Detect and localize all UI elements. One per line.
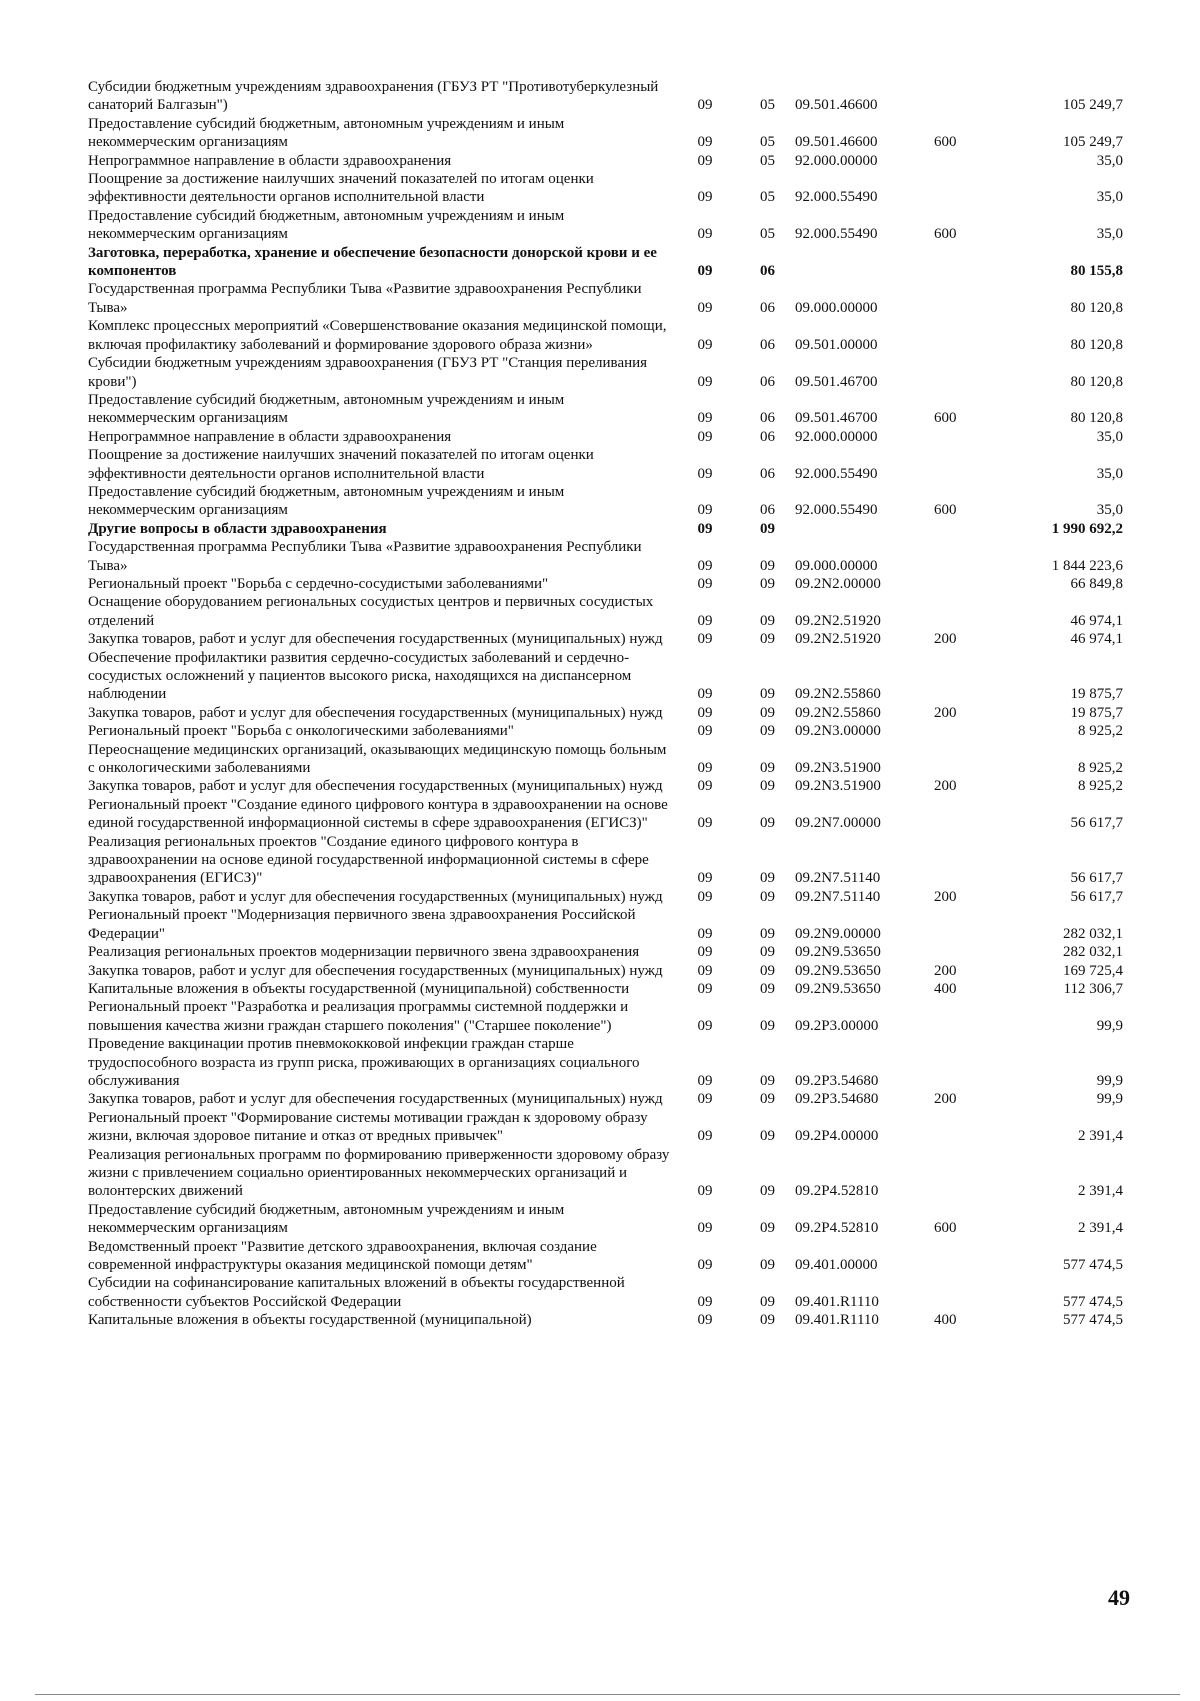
row-target-code: 92.000.55490 [795, 502, 878, 519]
row-sum: 80 155,8 [1070, 263, 1123, 280]
table-row [88, 998, 1123, 1035]
row-sum: 80 120,8 [1070, 336, 1123, 353]
row-target-code: 09.2N7.00000 [795, 815, 881, 832]
page-number: 49 [1108, 1585, 1130, 1610]
budget-table [88, 78, 1123, 1330]
row-name: Закупка товаров, работ и услуг для обеспечения государственных (муниципальных) нужд [88, 888, 663, 905]
table-row [88, 593, 1123, 630]
row-podrazdel: 09 [760, 1017, 775, 1034]
row-sum: 2 391,4 [1078, 1220, 1123, 1237]
table-row [88, 152, 1123, 170]
row-sum: 35,0 [1096, 502, 1123, 519]
row-name: Предоставление субсидий бюджетным, автономным учреждениям и иным некоммерческим организациям [88, 391, 565, 427]
table-row [88, 888, 1123, 906]
row-target-code: 09.2N2.00000 [795, 575, 881, 592]
row-podrazdel: 09 [760, 1128, 775, 1145]
row-target-code: 09.2N3.51900 [795, 760, 881, 777]
row-razdel: 09 [697, 410, 713, 427]
row-razdel: 09 [697, 373, 713, 390]
row-sum: 46 974,1 [1070, 612, 1123, 629]
row-sum: 35,0 [1096, 152, 1123, 169]
row-expense-type: 400 [934, 980, 957, 997]
row-target-code: 09.401.R1110 [795, 1312, 879, 1329]
row-name: Субсидии бюджетным учреждениям здравоохранения (ГБУЗ РТ "Противотуберкулезный санаторий Балгазын") [88, 79, 659, 114]
row-razdel: 09 [697, 962, 713, 979]
row-podrazdel: 09 [760, 557, 775, 574]
row-expense-type [934, 170, 994, 207]
row-name: Обеспечение профилактики развития сердечно-сосудистых заболеваний и сердечно-сосудистых осложнений у пациентов высокого риска, находящихся на диспансерном наблюдении [88, 649, 632, 703]
row-razdel: 09 [697, 1183, 713, 1200]
row-name: Непрограммное направление в области здравоохранения [88, 428, 452, 445]
row-target-code: 09.000.00000 [795, 557, 878, 574]
row-name: Государственная программа Республики Тыва «Развитие здравоохранения Республики Тыва» [88, 539, 642, 574]
row-expense-type: 600 [934, 1220, 957, 1237]
row-name: Переоснащение медицинских организаций, оказывающих медицинскую помощь больным с онкологическими заболеваниями [88, 741, 667, 777]
row-podrazdel: 06 [760, 502, 775, 519]
row-sum: 99,9 [1096, 1017, 1123, 1034]
row-expense-type [934, 428, 994, 446]
table-row [88, 280, 1123, 317]
row-podrazdel: 06 [760, 465, 775, 482]
row-razdel: 09 [697, 575, 713, 592]
row-podrazdel: 09 [760, 962, 775, 979]
row-razdel: 09 [697, 226, 713, 243]
row-podrazdel: 09 [760, 1257, 775, 1273]
budget-rows [88, 78, 1123, 1330]
row-name: Региональный проект "Создание единого цифрового контура в здравоохранении на основе единой государственной информационной системы в сфере здравоохранения (ЕГИСЗ)" [88, 796, 668, 832]
row-expense-type [934, 741, 994, 778]
row-razdel: 09 [697, 1257, 713, 1273]
table-row [88, 354, 1123, 391]
table-row [88, 704, 1123, 722]
row-podrazdel: 09 [760, 1293, 775, 1310]
row-razdel: 09 [697, 1293, 713, 1310]
row-podrazdel: 09 [760, 575, 775, 592]
row-expense-type [934, 943, 994, 961]
row-podrazdel: 09 [760, 760, 775, 777]
row-target-code: 09.2N9.53650 [795, 962, 881, 979]
row-name: Субсидии бюджетным учреждениям здравоохранения (ГБУЗ РТ "Станция переливания крови") [88, 355, 648, 390]
row-name: Региональный проект "Разработка и реализация программы системной поддержки и повышения качества жизни граждан старшего поколения" ("Старшее поколение") [88, 999, 629, 1034]
row-podrazdel: 09 [760, 815, 775, 832]
row-target-code: 09.501.00000 [795, 336, 878, 353]
row-podrazdel: 05 [760, 152, 775, 169]
row-target-code: 92.000.55490 [795, 226, 878, 243]
row-expense-type [934, 998, 994, 1035]
row-sum: 35,0 [1096, 465, 1123, 482]
row-expense-type [934, 1274, 994, 1311]
row-target-code: 09.401.R1110 [795, 1293, 879, 1310]
row-target-code [795, 244, 934, 281]
row-razdel: 09 [697, 815, 713, 832]
row-target-code: 09.2P4.00000 [795, 1128, 879, 1145]
row-razdel: 09 [697, 944, 713, 961]
row-razdel: 09 [697, 557, 713, 574]
row-podrazdel: 09 [760, 520, 775, 537]
row-razdel: 09 [697, 134, 713, 151]
row-sum: 99,9 [1096, 1072, 1123, 1089]
table-row [88, 722, 1123, 740]
row-podrazdel: 06 [760, 336, 775, 353]
table-row [88, 207, 1123, 244]
row-sum: 80 120,8 [1070, 410, 1123, 427]
row-podrazdel: 09 [760, 870, 775, 887]
row-razdel: 09 [697, 760, 713, 777]
row-sum: 80 120,8 [1070, 373, 1123, 390]
row-name: Субсидии на софинансирование капитальных вложений в объекты государственной собственности субъектов Российской Федерации [88, 1275, 625, 1310]
row-podrazdel: 09 [760, 1072, 775, 1089]
row-podrazdel: 05 [760, 226, 775, 243]
row-target-code: 92.000.00000 [795, 152, 878, 169]
table-row [88, 575, 1123, 593]
row-razdel: 09 [697, 502, 713, 519]
row-target-code [795, 520, 934, 538]
row-target-code: 09.2N9.00000 [795, 925, 881, 942]
row-razdel: 09 [697, 299, 713, 316]
row-expense-type [934, 1238, 994, 1275]
table-row [88, 741, 1123, 778]
row-target-code: 09.2P3.00000 [795, 1017, 879, 1034]
row-expense-type [934, 906, 994, 943]
table-row [88, 943, 1123, 961]
row-expense-type: 400 [934, 1312, 957, 1329]
row-sum: 1 990 692,2 [1051, 520, 1123, 537]
row-sum: 105 249,7 [1063, 134, 1123, 151]
table-row [88, 1035, 1123, 1090]
row-expense-type [934, 244, 994, 281]
row-expense-type: 200 [934, 1091, 957, 1108]
row-expense-type: 600 [934, 134, 957, 151]
row-name: Оснащение оборудованием региональных сосудистых центров и первичных сосудистых отделений [88, 594, 654, 629]
table-row [88, 244, 1123, 281]
row-podrazdel: 06 [760, 410, 775, 427]
row-podrazdel: 09 [760, 888, 775, 905]
row-expense-type: 200 [934, 778, 957, 795]
row-podrazdel: 09 [760, 1220, 775, 1237]
row-name: Региональный проект "Формирование системы мотивации граждан к здоровому образу жизни, включая здоровое питание и отказ от вредных привычек" [88, 1109, 648, 1145]
row-name: Предоставление субсидий бюджетным, автономным учреждениям и иным некоммерческим организациям [88, 483, 565, 519]
table-row [88, 980, 1123, 998]
table-row [88, 1274, 1123, 1311]
row-target-code: 09.2N3.00000 [795, 723, 881, 740]
row-podrazdel: 06 [760, 373, 775, 390]
row-sum: 66 849,8 [1070, 575, 1123, 592]
row-podrazdel: 09 [760, 925, 775, 942]
row-target-code: 09.501.46600 [795, 97, 878, 114]
row-razdel: 09 [697, 612, 713, 629]
table-row [88, 483, 1123, 520]
row-name: Реализация региональных программ по формированию приверженности здоровому образу жизни с привлечением социально ориентированных некоммерческих организаций и волонтерских движений [88, 1146, 670, 1200]
row-name: Закупка товаров, работ и услуг для обеспечения государственных (муниципальных) нужд [88, 704, 663, 721]
row-podrazdel: 06 [760, 263, 775, 280]
row-podrazdel: 09 [760, 612, 775, 629]
row-expense-type [934, 152, 994, 170]
row-name: Капитальные вложения в объекты государственной (муниципальной) собственности [88, 980, 630, 997]
row-target-code: 09.501.46700 [795, 410, 878, 427]
row-expense-type [934, 722, 994, 740]
row-expense-type [934, 796, 994, 833]
row-sum: 35,0 [1096, 189, 1123, 206]
row-expense-type: 200 [934, 962, 957, 979]
row-name: Закупка товаров, работ и услуг для обеспечения государственных (муниципальных) нужд [88, 631, 663, 648]
row-razdel: 09 [697, 465, 713, 482]
row-name: Непрограммное направление в области здравоохранения [88, 152, 452, 169]
row-podrazdel: 09 [760, 704, 775, 721]
table-row [88, 1238, 1123, 1275]
row-sum: 1 844 223,6 [1051, 557, 1123, 574]
row-target-code: 09.000.00000 [795, 299, 878, 316]
row-name: Комплекс процессных мероприятий «Совершенствование оказания медицинской помощи, включая профилактику заболеваний и формирование здорового образа жизни» [88, 318, 667, 353]
row-name: Государственная программа Республики Тыва «Развитие здравоохранения Республики Тыва» [88, 281, 642, 316]
table-row [88, 317, 1123, 354]
row-expense-type [934, 520, 994, 538]
row-sum: 56 617,7 [1070, 870, 1123, 887]
row-expense-type [934, 538, 994, 575]
row-razdel: 09 [697, 189, 713, 206]
row-sum: 282 032,1 [1063, 944, 1123, 961]
row-target-code: 92.000.55490 [795, 189, 878, 206]
row-expense-type: 200 [934, 888, 957, 905]
row-target-code: 09.501.46700 [795, 373, 878, 390]
row-name: Реализация региональных проектов модернизации первичного звена здравоохранения [88, 944, 640, 961]
row-sum: 577 474,5 [1063, 1293, 1123, 1310]
row-razdel: 09 [697, 723, 713, 740]
row-name: Предоставление субсидий бюджетным, автономным учреждениям и иным некоммерческим организациям [88, 115, 565, 151]
row-sum: 56 617,7 [1070, 888, 1123, 905]
row-razdel: 09 [697, 263, 713, 280]
row-target-code: 09.2P3.54680 [795, 1091, 879, 1108]
row-expense-type [934, 833, 994, 888]
row-expense-type: 600 [934, 502, 957, 519]
row-razdel: 09 [697, 1128, 713, 1145]
row-sum: 577 474,5 [1063, 1312, 1123, 1329]
row-sum: 99,9 [1096, 1091, 1123, 1108]
row-razdel: 09 [697, 888, 713, 905]
table-row [88, 170, 1123, 207]
row-target-code: 09.2P3.54680 [795, 1072, 879, 1089]
row-expense-type [934, 593, 994, 630]
row-name: Ведомственный проект "Развитие детского здравоохранения, включая создание современной инфраструктуры оказания медицинской помощи детям" [88, 1238, 597, 1273]
row-podrazdel: 09 [760, 778, 775, 795]
row-target-code: 09.2N7.51140 [795, 870, 881, 887]
row-razdel: 09 [697, 1072, 713, 1089]
row-podrazdel: 05 [760, 134, 775, 151]
row-target-code: 09.2P4.52810 [795, 1220, 879, 1237]
row-sum: 35,0 [1096, 428, 1123, 445]
row-podrazdel: 09 [760, 1183, 775, 1200]
row-name: Капитальные вложения в объекты государственной (муниципальной) [88, 1312, 532, 1329]
row-expense-type: 600 [934, 226, 957, 243]
row-name: Заготовка, переработка, хранение и обеспечение безопасности донорской крови и ее компонентов [88, 244, 657, 280]
table-row [88, 1109, 1123, 1146]
row-razdel: 09 [697, 778, 713, 795]
row-name: Реализация региональных проектов "Создание единого цифрового контура в здравоохранении на основе единой государственной информационной системы в сфере здравоохранения (ЕГИСЗ)" [88, 833, 649, 887]
row-razdel: 09 [697, 1312, 713, 1329]
row-expense-type: 200 [934, 704, 957, 721]
row-razdel: 09 [697, 1091, 713, 1108]
row-target-code: 92.000.00000 [795, 428, 878, 445]
row-name: Закупка товаров, работ и услуг для обеспечения государственных (муниципальных) нужд [88, 962, 663, 979]
row-expense-type [934, 1109, 994, 1146]
table-row [88, 1311, 1123, 1329]
row-sum: 8 925,2 [1078, 760, 1123, 777]
row-sum: 46 974,1 [1070, 631, 1123, 648]
row-razdel: 09 [697, 1017, 713, 1034]
row-name: Поощрение за достижение наилучших значений показателей по итогам оценки эффективности деятельности органов исполнительной власти [88, 447, 594, 482]
bottom-rule [35, 1694, 1180, 1695]
row-razdel: 09 [697, 520, 713, 537]
table-row [88, 446, 1123, 483]
row-razdel: 09 [697, 428, 713, 445]
row-target-code: 09.2N9.53650 [795, 980, 881, 997]
row-name: Проведение вакцинации против пневмококковой инфекции граждан старше трудоспособного возраста из групп риска, проживающих в организациях социального обслуживания [88, 1036, 640, 1089]
row-target-code: 09.2N9.53650 [795, 944, 881, 961]
table-row [88, 833, 1123, 888]
row-podrazdel: 09 [760, 686, 775, 703]
row-sum: 19 875,7 [1070, 704, 1123, 721]
row-name: Предоставление субсидий бюджетным, автономным учреждениям и иным некоммерческим организациям [88, 1201, 565, 1237]
row-podrazdel: 09 [760, 1091, 775, 1108]
row-target-code: 92.000.55490 [795, 465, 878, 482]
row-expense-type [934, 317, 994, 354]
row-podrazdel: 09 [760, 631, 775, 648]
table-row [88, 538, 1123, 575]
row-target-code: 09.2N2.51920 [795, 631, 881, 648]
row-podrazdel: 05 [760, 97, 775, 114]
table-row [88, 115, 1123, 152]
table-row [88, 1146, 1123, 1201]
table-row [88, 777, 1123, 795]
row-name: Поощрение за достижение наилучших значений показателей по итогам оценки эффективности деятельности органов исполнительной власти [88, 171, 594, 206]
row-expense-type [934, 280, 994, 317]
row-podrazdel: 05 [760, 189, 775, 206]
row-expense-type [934, 1035, 994, 1090]
row-sum: 2 391,4 [1078, 1183, 1123, 1200]
row-razdel: 09 [697, 97, 713, 114]
row-sum: 56 617,7 [1070, 815, 1123, 832]
row-expense-type [934, 1146, 994, 1201]
row-podrazdel: 06 [760, 299, 775, 316]
row-podrazdel: 09 [760, 723, 775, 740]
row-sum: 8 925,2 [1078, 778, 1123, 795]
row-razdel: 09 [697, 704, 713, 721]
row-razdel: 09 [697, 925, 713, 942]
table-row [88, 906, 1123, 943]
row-target-code: 09.401.00000 [795, 1257, 878, 1273]
row-name: Закупка товаров, работ и услуг для обеспечения государственных (муниципальных) нужд [88, 1091, 663, 1108]
row-sum: 2 391,4 [1078, 1128, 1123, 1145]
row-sum: 8 925,2 [1078, 723, 1123, 740]
row-podrazdel: 09 [760, 980, 775, 997]
table-row [88, 962, 1123, 980]
row-name: Предоставление субсидий бюджетным, автономным учреждениям и иным некоммерческим организациям [88, 207, 565, 243]
row-razdel: 09 [697, 336, 713, 353]
table-row [88, 630, 1123, 648]
row-sum: 35,0 [1096, 226, 1123, 243]
row-podrazdel: 06 [760, 428, 775, 445]
table-row [88, 391, 1123, 428]
row-razdel: 09 [697, 870, 713, 887]
row-name: Региональный проект "Борьба с онкологическими заболеваниями" [88, 723, 514, 740]
row-razdel: 09 [697, 631, 713, 648]
row-name: Другие вопросы в области здравоохранения [88, 520, 387, 537]
row-target-code: 09.2N2.55860 [795, 686, 881, 703]
table-row [88, 78, 1123, 115]
row-expense-type [934, 78, 994, 115]
row-podrazdel: 09 [760, 944, 775, 961]
row-target-code: 09.2P4.52810 [795, 1183, 879, 1200]
row-razdel: 09 [697, 686, 713, 703]
row-sum: 19 875,7 [1070, 686, 1123, 703]
table-row [88, 520, 1123, 538]
row-podrazdel: 09 [760, 1312, 775, 1329]
row-expense-type [934, 354, 994, 391]
row-razdel: 09 [697, 152, 713, 169]
row-sum: 80 120,8 [1070, 299, 1123, 316]
row-name: Закупка товаров, работ и услуг для обеспечения государственных (муниципальных) нужд [88, 778, 663, 795]
row-target-code: 09.2N2.51920 [795, 612, 881, 629]
row-sum: 105 249,7 [1063, 97, 1123, 114]
row-expense-type [934, 649, 994, 704]
row-expense-type [934, 575, 994, 593]
row-expense-type: 200 [934, 631, 957, 648]
row-target-code: 09.2N7.51140 [795, 888, 881, 905]
row-target-code: 09.2N2.55860 [795, 704, 881, 721]
row-sum: 169 725,4 [1063, 962, 1123, 979]
row-target-code: 09.501.46600 [795, 134, 878, 151]
table-row [88, 649, 1123, 704]
row-sum: 577 474,5 [1063, 1257, 1123, 1273]
row-razdel: 09 [697, 980, 713, 997]
row-name: Региональный проект "Борьба с сердечно-сосудистыми заболеваниями" [88, 575, 549, 592]
row-expense-type [934, 446, 994, 483]
row-sum: 282 032,1 [1063, 925, 1123, 942]
table-row [88, 1201, 1123, 1238]
table-row [88, 796, 1123, 833]
table-row [88, 428, 1123, 446]
table-row [88, 1090, 1123, 1108]
row-target-code: 09.2N3.51900 [795, 778, 881, 795]
row-razdel: 09 [697, 1220, 713, 1237]
row-name: Региональный проект "Модернизация первичного звена здравоохранения Российской Федерации" [88, 907, 636, 942]
row-expense-type: 600 [934, 410, 957, 427]
row-sum: 112 306,7 [1063, 980, 1123, 997]
